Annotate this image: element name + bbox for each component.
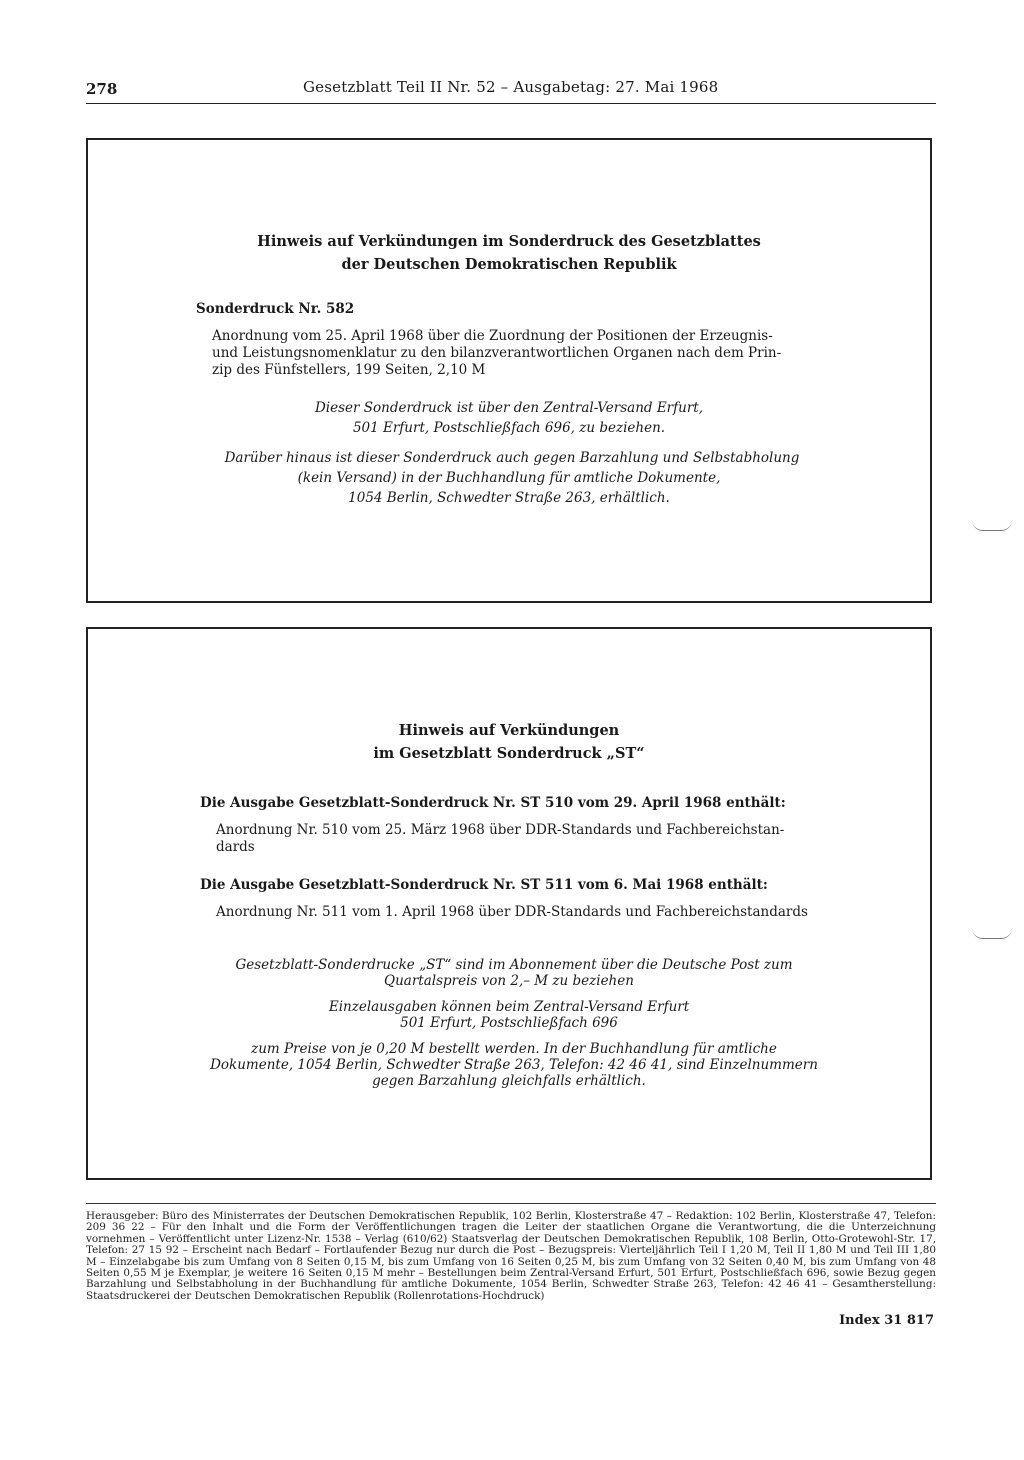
header-rule bbox=[86, 103, 936, 104]
notice2-label2: Die Ausgabe Gesetzblatt-Sonderdruck Nr. ST 511 vom 6. Mai 1968 enthält: bbox=[200, 877, 768, 893]
imprint-text: Herausgeber: Büro des Ministerrates der Deutschen Demokratischen Republik, 102 Berlin, Klosterstraße 47 – Redaktion: 102 Berlin, Klosterstraße 47, Telefon: 209 36 22 – Für den Inhalt und die Form der Veröffentlichungen tragen die Leiter der staatlichen Organe die Verantwortung, die die Unterzeichnung vornehmen – Veröffentlicht unter Lizenz-Nr. 1538 – Verlag (610/62) Staatsverlag der Deutschen Demokratischen Republik, 108 Berlin, Otto-Grotewohl-Str. 17, Telefon: 27 15 92 – Erscheint nach Bedarf – Fortlaufender Bezug nur durch die Post – Bezugspreis: Vierteljährlich Teil I 1,20 M, Teil II 1,80 M und Teil III 1,80 M – Einzelabgabe bis zum Umfang von 8 Seiten 0,15 M, bis zum Umfang von 16 Seiten 0,25 M, bis zum Umfang von 32 Seiten 0,40 M, bis zum Umfang von 48 Seiten 0,55 M je Exemplar, je weitere 16 Seiten 0,15 M mehr – Bestellungen beim Zentral-Versand Erfurt, 501 Erfurt, Postschließfach 696, sowie Bezug gegen Barzahlung und Selbstabholung in der Buchhandlung für amtliche Dokumente, 1054 Berlin, Schwedter Straße 263, Telefon: 42 46 41 – Gesamtherstellung: Staatsdruckerei der Deutschen Demokratischen Republik (Rollenrotations-Hochdruck) bbox=[86, 1210, 936, 1302]
notice2-italic3-line3: gegen Barzahlung gleichfalls erhältlich. bbox=[372, 1073, 646, 1089]
notice1-title-line2: der Deutschen Demokratischen Republik bbox=[341, 256, 677, 273]
notice1-italic1-line1: Dieser Sonderdruck ist über den Zentral-Versand Erfurt, bbox=[314, 400, 704, 416]
margin-mark bbox=[972, 520, 1012, 531]
page-number: 278 bbox=[86, 80, 118, 98]
notice1-italic2-line3: 1054 Berlin, Schwedter Straße 263, erhältlich. bbox=[348, 490, 670, 506]
notice-box-sonderdruck bbox=[86, 138, 932, 603]
notice1-italic1-line2: 501 Erfurt, Postschließfach 696, zu beziehen. bbox=[352, 420, 666, 436]
notice1-body-line1: Anordnung vom 25. April 1968 über die Zuordnung der Positionen der Erzeugnis- bbox=[212, 328, 773, 344]
notice1-italic2-line2: (kein Versand) in der Buchhandlung für amtliche Dokumente, bbox=[297, 470, 721, 486]
notice2-italic3-line1: zum Preise von je 0,20 M bestellt werden. In der Buchhandlung für amtliche bbox=[251, 1041, 777, 1057]
notice1-body-line2: und Leistungsnomenklatur zu den bilanzverantwortlichen Organen nach dem Prin- bbox=[212, 345, 782, 361]
notice-box-st bbox=[86, 627, 932, 1180]
notice2-label1: Die Ausgabe Gesetzblatt-Sonderdruck Nr. ST 510 vom 29. April 1968 enthält: bbox=[200, 795, 786, 811]
footer-rule bbox=[86, 1203, 936, 1204]
notice2-italic1-line2: Quartalspreis von 2,– M zu beziehen bbox=[384, 973, 634, 989]
notice1-body-line3: zip des Fünfstellers, 199 Seiten, 2,10 M bbox=[212, 362, 486, 378]
notice2-italic3-line2: Dokumente, 1054 Berlin, Schwedter Straße 263, Telefon: 42 46 41, sind Einzelnummern bbox=[210, 1057, 818, 1073]
notice2-italic1-line1: Gesetzblatt-Sonderdrucke „ST“ sind im Abonnement über die Deutsche Post zum bbox=[235, 957, 793, 973]
notice1-title-line1: Hinweis auf Verkündungen im Sonderdruck des Gesetzblattes bbox=[257, 233, 761, 250]
notice2-body1-line1: Anordnung Nr. 510 vom 25. März 1968 über DDR-Standards und Fachbereichstan- bbox=[216, 822, 785, 838]
running-head: Gesetzblatt Teil II Nr. 52 – Ausgabetag: 27. Mai 1968 bbox=[303, 78, 719, 96]
notice2-body1-line2: dards bbox=[216, 839, 255, 855]
margin-mark bbox=[972, 928, 1012, 939]
notice1-label: Sonderdruck Nr. 582 bbox=[196, 301, 355, 317]
notice1-italic2-line1: Darüber hinaus ist dieser Sonderdruck auch gegen Barzahlung und Selbstabholung bbox=[224, 450, 800, 466]
notice2-italic2-line2: 501 Erfurt, Postschließfach 696 bbox=[400, 1015, 618, 1031]
notice2-title-line1: Hinweis auf Verkündungen bbox=[398, 722, 620, 739]
notice2-italic2-line1: Einzelausgaben können beim Zentral-Versand Erfurt bbox=[328, 999, 690, 1015]
index-number: Index 31 817 bbox=[839, 1313, 934, 1328]
notice2-title-line2: im Gesetzblatt Sonderdruck „ST“ bbox=[373, 745, 645, 762]
notice2-body2-line1: Anordnung Nr. 511 vom 1. April 1968 über DDR-Standards und Fachbereichstandards bbox=[216, 904, 808, 920]
